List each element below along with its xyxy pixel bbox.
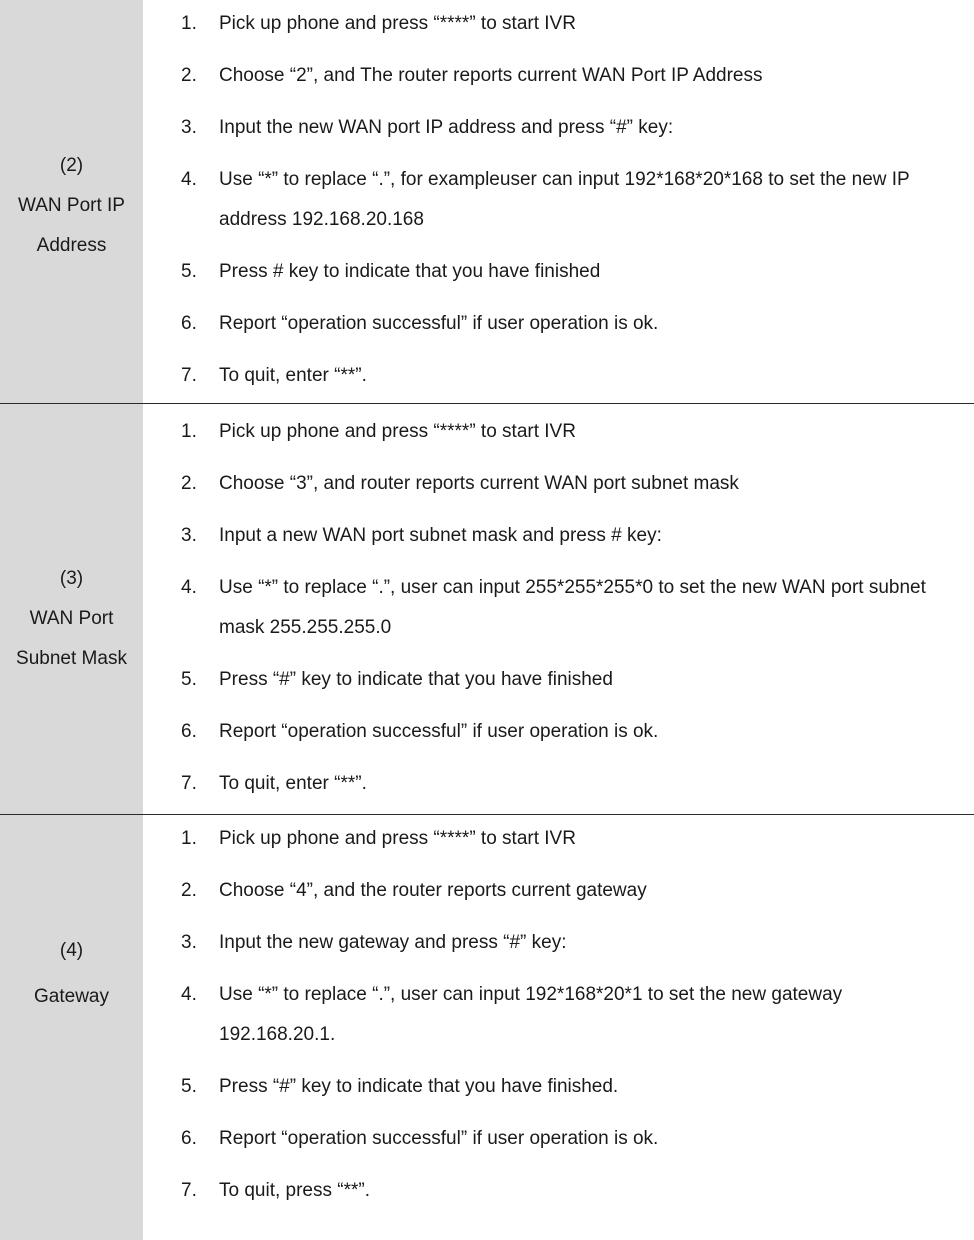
step-number: 1. [181,421,197,442]
step-text: Use “*” to replace “.”, user can input 192*168*20*1 to set the new gateway 192.168.20.1. [219,984,843,1045]
list-item [143,252,974,292]
steps-cell-gateway [143,815,974,1240]
step-number: 7. [181,1180,197,1201]
row-label-line: WAN Port [29,608,114,629]
row-label-gateway [0,815,143,1240]
step-number: 1. [181,13,197,34]
step-number: 4. [181,169,197,190]
step-number: 1. [181,828,197,849]
step-text: Report “operation successful” if user operation is ok. [219,1128,659,1149]
step-number: 2. [181,65,197,86]
steps-list [143,412,974,804]
step-text: Report “operation successful” if user operation is ok. [219,721,659,742]
list-item [143,1119,974,1159]
steps-cell-wan-subnet [143,404,974,814]
step-number: 3. [181,525,197,546]
steps-cell-wan-ip [143,0,974,403]
row-label-line: (4) [59,940,84,961]
list-item [143,160,974,240]
row-label-line: (3) [59,568,84,589]
list-item [143,660,974,700]
row-label-wan-subnet [0,404,143,814]
step-text: Pick up phone and press “****” to start IVR [219,828,576,849]
step-number: 2. [181,880,197,901]
list-item [143,4,974,44]
step-text: Input the new WAN port IP address and press “#” key: [219,117,674,138]
row-label-line: Gateway [34,986,109,1007]
step-text: Pick up phone and press “****” to start IVR [219,13,576,34]
step-number: 5. [181,261,197,282]
step-text: To quit, press “**”. [219,1180,370,1201]
table-row-wan-ip [0,0,974,404]
step-text: Pick up phone and press “****” to start IVR [219,421,576,442]
step-number: 6. [181,721,197,742]
row-label-line: Address [36,234,107,256]
step-number: 3. [181,932,197,953]
step-number: 7. [181,773,197,794]
step-number: 2. [181,473,197,494]
step-number: 4. [181,984,197,1005]
step-number: 5. [181,1076,197,1097]
list-item [143,975,974,1055]
row-label-wan-ip [0,0,143,403]
row-label-line: WAN Port IP [18,194,125,216]
step-number: 5. [181,669,197,690]
row-label-line: Subnet Mask [16,648,127,669]
step-text: Choose “3”, and router reports current WAN port subnet mask [219,473,739,494]
table-row-wan-subnet [0,404,974,815]
row-label-line: (2) [59,154,84,176]
step-text: To quit, enter “**”. [219,773,367,794]
list-item [143,1067,974,1107]
step-text: Press # key to indicate that you have finished [219,261,601,282]
step-number: 4. [181,577,197,598]
step-number: 6. [181,1128,197,1149]
list-item [143,56,974,96]
list-item [143,568,974,648]
step-text: Choose “2”, and The router reports current WAN Port IP Address [219,65,763,86]
table-row-gateway [0,815,974,1240]
step-text: To quit, enter “**”. [219,365,367,386]
step-text: Input the new gateway and press “#” key: [219,932,567,953]
list-item [143,764,974,804]
step-text: Use “*” to replace “.”, user can input 255*255*255*0 to set the new WAN port subnet mask 255.255.255.0 [219,577,926,638]
step-text: Press “#” key to indicate that you have finished. [219,1076,619,1097]
steps-list [143,4,974,396]
step-number: 7. [181,365,197,386]
list-item [143,819,974,859]
step-text: Use “*” to replace “.”, for exampleuser can input 192*168*20*168 to set the new IP address 192.168.20.168 [219,169,910,230]
list-item [143,356,974,396]
list-item [143,108,974,148]
step-text: Report “operation successful” if user operation is ok. [219,313,659,334]
step-text: Choose “4”, and the router reports current gateway [219,880,647,901]
list-item [143,712,974,752]
list-item [143,1171,974,1211]
steps-list [143,819,974,1211]
step-number: 3. [181,117,197,138]
list-item [143,304,974,344]
list-item [143,516,974,556]
step-number: 6. [181,313,197,334]
list-item [143,464,974,504]
list-item [143,923,974,963]
step-text: Input a new WAN port subnet mask and press # key: [219,525,662,546]
list-item [143,871,974,911]
list-item [143,412,974,452]
step-text: Press “#” key to indicate that you have finished [219,669,613,690]
